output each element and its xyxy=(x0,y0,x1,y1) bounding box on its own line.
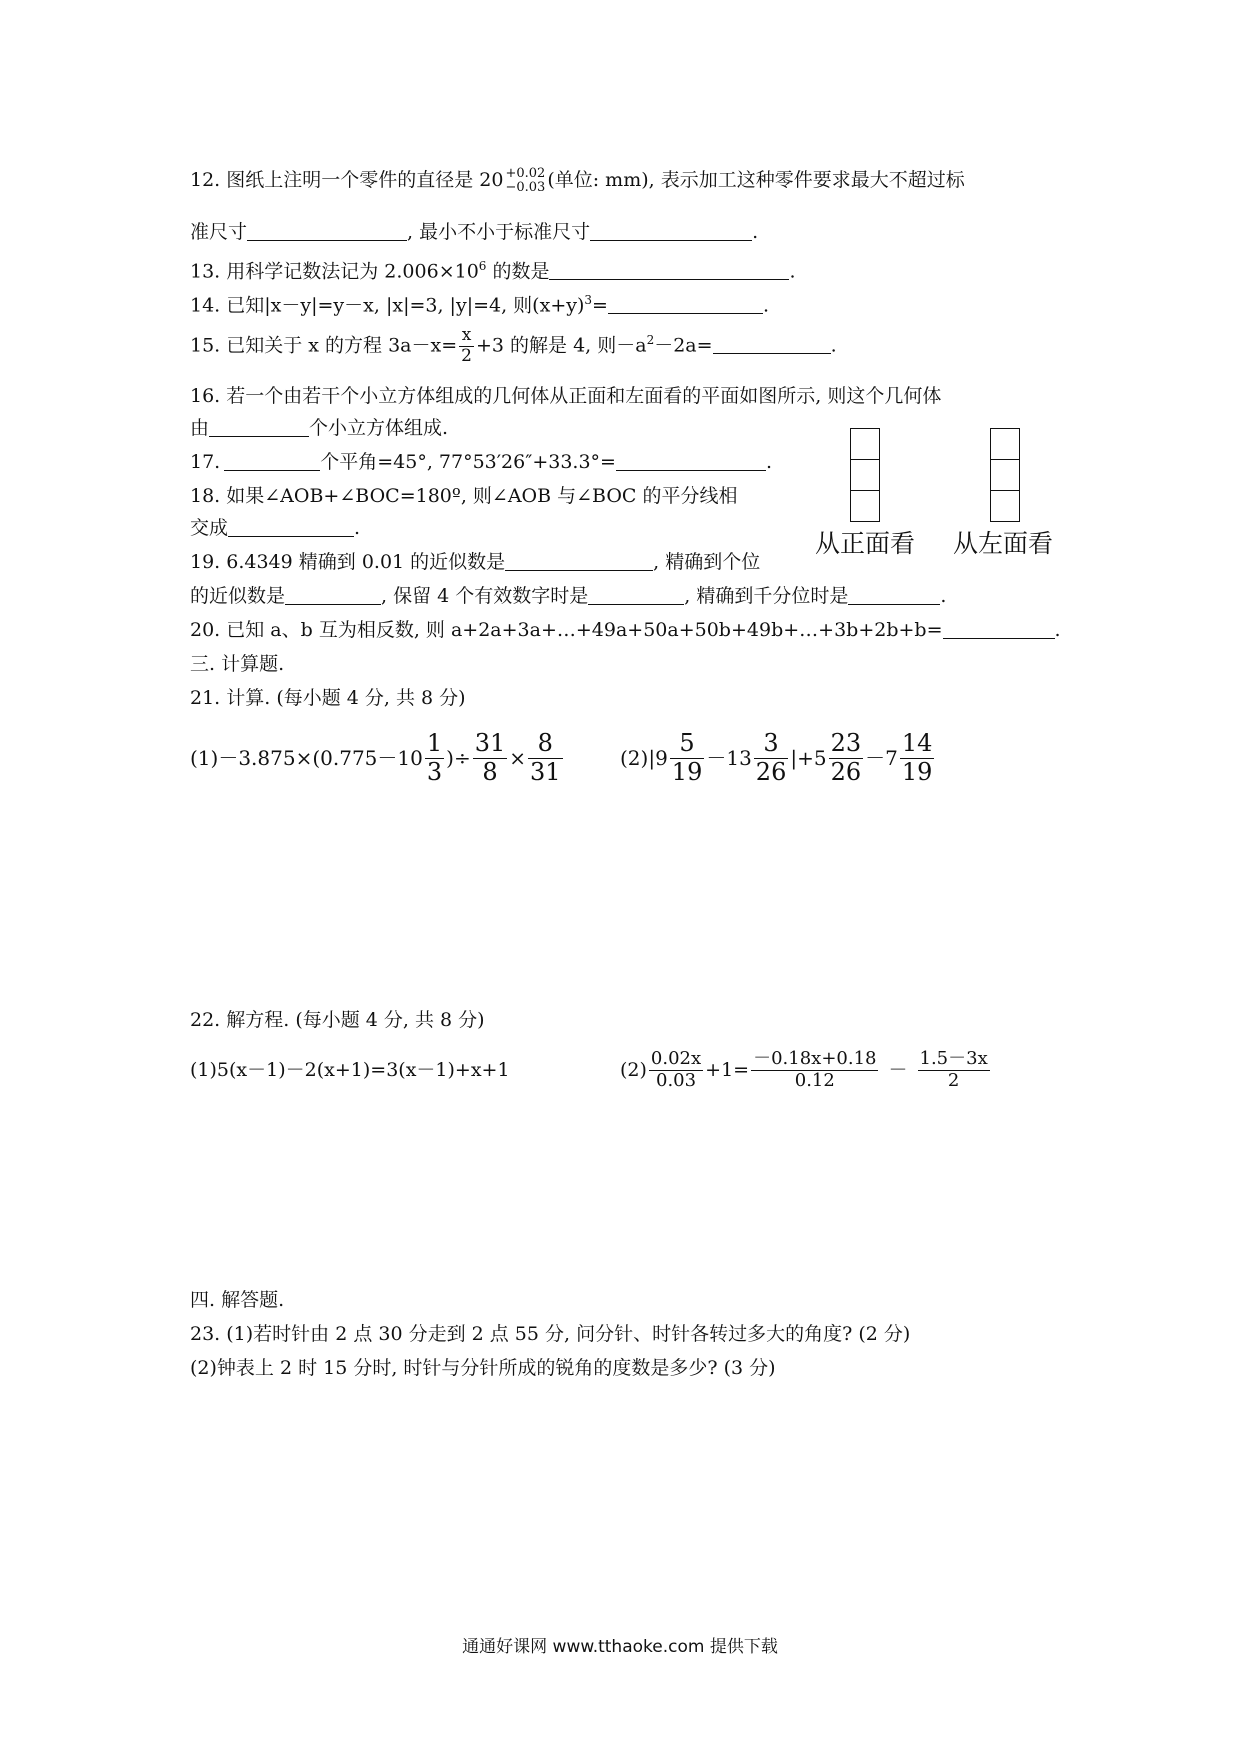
expr-text: (2) xyxy=(620,1059,647,1081)
question-21-part-2 xyxy=(620,728,936,788)
question-20 xyxy=(190,616,1061,644)
expr-text: －7 xyxy=(865,746,898,770)
frac-num: 31 xyxy=(474,728,506,757)
q17-period: . xyxy=(765,451,773,473)
cube-cell xyxy=(850,428,880,460)
fraction xyxy=(528,730,563,786)
frac-num: 1.5－3x xyxy=(919,1047,988,1069)
q17-number: 17. xyxy=(190,451,221,473)
q15-text-2: +3 的解是 4, 则－a xyxy=(475,334,647,357)
expr-text: × xyxy=(509,746,527,770)
question-23-part-1: 23. (1)若时针由 2 点 30 分走到 2 点 55 分, 问分针、时针各转过多大的角度? (2 分) xyxy=(190,1323,911,1345)
answer-blank[interactable] xyxy=(588,586,684,605)
expr-text: (1)－3.875×(0.775－10 xyxy=(190,746,423,770)
q19-text-5: , 精确到千分位时是 xyxy=(684,585,849,607)
q14-text-2: = xyxy=(592,294,608,317)
tolerance-lower: −0.03 xyxy=(505,180,546,195)
q18-period: . xyxy=(354,517,361,539)
frac-num: 1 xyxy=(426,728,443,757)
frac-num: 8 xyxy=(528,730,563,759)
front-view-label: 从正面看 xyxy=(815,529,916,558)
answer-blank[interactable] xyxy=(848,586,940,605)
q12-text-3: , 最小不小于标准尺寸 xyxy=(407,221,591,243)
q13-exponent: 6 xyxy=(478,259,487,273)
fraction xyxy=(754,730,789,786)
front-view-diagram xyxy=(850,428,880,522)
frac-den: 2 xyxy=(947,1069,960,1091)
q14-period: . xyxy=(762,294,769,317)
frac-num: 5 xyxy=(670,730,705,759)
frac-den: 0.12 xyxy=(794,1069,835,1091)
answer-blank[interactable] xyxy=(224,452,320,471)
q19-text-3: 的近似数是 xyxy=(190,585,286,607)
left-view-diagram xyxy=(990,428,1020,522)
question-22-title: 22. 解方程. (每小题 4 分, 共 8 分) xyxy=(190,1009,485,1031)
section-4-heading: 四. 解答题. xyxy=(190,1289,285,1311)
question-19-line-1 xyxy=(190,548,760,576)
expr-text: |+5 xyxy=(790,746,827,770)
answer-blank[interactable] xyxy=(247,222,407,241)
frac-num: x xyxy=(459,326,474,347)
answer-blank[interactable] xyxy=(713,335,831,354)
expr-text: (2)|9 xyxy=(620,746,668,770)
fraction xyxy=(829,730,864,786)
q15-period: . xyxy=(830,334,837,357)
q16-text-2: 由 xyxy=(190,417,210,439)
frac-den: 2 xyxy=(461,345,472,366)
question-22-part-1: (1)5(x－1)－2(x+1)=3(x－1)+x+1 xyxy=(190,1059,510,1081)
expr-text: )÷ xyxy=(446,746,471,770)
q18-text-2: 交成 xyxy=(190,517,229,539)
fraction xyxy=(918,1049,990,1091)
q12-period: . xyxy=(752,221,759,243)
fraction-x-over-2 xyxy=(459,326,474,366)
cube-cell xyxy=(990,428,1020,460)
fraction xyxy=(751,1049,878,1091)
question-21-part-1 xyxy=(190,728,565,788)
q15-text: 15. 已知关于 x 的方程 3a－x= xyxy=(190,334,458,357)
question-21-title: 21. 计算. (每小题 4 分, 共 8 分) xyxy=(190,687,466,709)
question-17 xyxy=(190,448,772,476)
answer-blank[interactable] xyxy=(228,518,354,537)
frac-num: 3 xyxy=(754,730,789,759)
q12-text: 12. 图纸上注明一个零件的直径是 20 xyxy=(190,169,504,191)
tolerance-upper: +0.02 xyxy=(505,166,546,181)
frac-den: 19 xyxy=(671,757,703,786)
cube-views-figure xyxy=(815,428,1065,556)
fraction xyxy=(473,730,508,786)
answer-blank[interactable] xyxy=(608,295,763,314)
expr-text: －13 xyxy=(706,746,752,770)
q19-text-2: , 精确到个位 xyxy=(653,551,761,573)
section-3-heading: 三. 计算题. xyxy=(190,653,285,675)
answer-blank[interactable] xyxy=(590,222,752,241)
q15-exponent: 2 xyxy=(646,333,655,347)
q12-text-2: 准尺寸 xyxy=(190,221,248,243)
q13-period: . xyxy=(789,260,796,283)
answer-blank[interactable] xyxy=(209,418,309,437)
frac-den: 31 xyxy=(530,757,561,786)
answer-blank[interactable] xyxy=(505,552,653,571)
frac-num: 0.02x xyxy=(650,1047,702,1069)
q15-text-3: －2a= xyxy=(654,334,713,357)
frac-den: 8 xyxy=(482,757,498,786)
question-22-part-2 xyxy=(620,1040,992,1100)
frac-den: 0.03 xyxy=(656,1069,697,1091)
cube-cell xyxy=(990,491,1020,522)
question-12-line-2 xyxy=(190,218,758,246)
question-18-line-2 xyxy=(190,514,360,542)
frac-num: 14 xyxy=(901,728,933,757)
question-14 xyxy=(190,286,769,319)
q16-text: 16. 若一个由若干个小立方体组成的几何体从正面和左面看的平面如图所示, 则这个几何体 xyxy=(190,385,942,407)
q18-text: 18. 如果∠AOB+∠BOC=180º, 则∠AOB 与∠BOC 的平分线相 xyxy=(190,485,738,507)
cube-cell xyxy=(990,460,1020,491)
q12-text-cont: (单位: mm), 表示加工这种零件要求最大不超过标 xyxy=(547,169,965,191)
frac-den: 3 xyxy=(426,757,443,786)
question-18-line-1 xyxy=(190,482,738,510)
q20-period: . xyxy=(1054,619,1061,641)
expr-text: － xyxy=(888,1059,908,1081)
question-23-part-2: (2)钟表上 2 时 15 分时, 时针与分针所成的锐角的度数是多少? (3 分) xyxy=(190,1357,776,1379)
q16-text-3: 个小立方体组成. xyxy=(309,417,449,439)
question-16-line-1 xyxy=(190,382,941,410)
frac-den: 26 xyxy=(830,757,862,786)
q14-exponent: 3 xyxy=(584,293,593,307)
tolerance xyxy=(505,167,545,195)
q13-text: 13. 用科学记数法记为 2.006×10 xyxy=(190,260,479,283)
cube-cell xyxy=(850,460,880,491)
answer-blank[interactable] xyxy=(616,452,766,471)
expr-text: +1= xyxy=(705,1059,750,1081)
fraction xyxy=(670,730,705,786)
frac-den: 19 xyxy=(901,757,933,786)
question-13 xyxy=(190,252,796,285)
q20-text: 20. 已知 a、b 互为相反数, 则 a+2a+3a+…+49a+50a+50b+49b+…+3b+2b+b= xyxy=(190,619,943,641)
frac-num: －0.18x+0.18 xyxy=(753,1047,877,1069)
q14-text: 14. 已知|x－y|=y－x, |x|=3, |y|=4, 则(x+y) xyxy=(190,294,585,317)
frac-num: 23 xyxy=(830,728,862,757)
left-view-label: 从左面看 xyxy=(953,529,1054,558)
fraction xyxy=(425,730,444,786)
q19-period: . xyxy=(940,585,947,607)
question-15 xyxy=(190,326,837,366)
frac-den: 26 xyxy=(755,757,787,786)
page-footer: 通通好课网 www.tthaoke.com 提供下载 xyxy=(462,1637,778,1657)
fraction xyxy=(900,730,935,786)
question-16-line-2 xyxy=(190,414,448,442)
q17-text: 个平角=45°, 77°53′26″+33.3°= xyxy=(320,451,616,473)
question-12-line-1 xyxy=(190,166,965,195)
q19-text: 19. 6.4349 精确到 0.01 的近似数是 xyxy=(190,551,506,573)
q19-text-4: , 保留 4 个有效数字时是 xyxy=(381,585,589,607)
q13-text-2: 的数是 xyxy=(486,260,550,283)
answer-blank[interactable] xyxy=(285,586,381,605)
fraction xyxy=(649,1049,703,1091)
cube-cell xyxy=(850,491,880,522)
answer-blank[interactable] xyxy=(943,620,1055,639)
answer-blank[interactable] xyxy=(549,261,789,280)
question-19-line-2 xyxy=(190,582,946,610)
